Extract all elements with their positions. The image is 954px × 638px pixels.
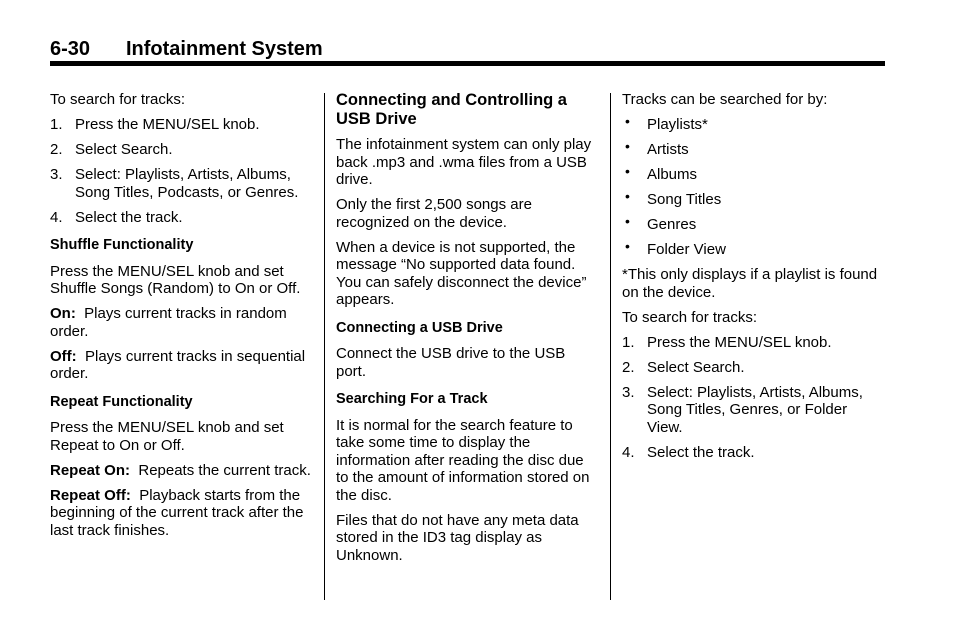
list-item [622, 444, 884, 462]
bullet-text: Song Titles [647, 191, 722, 208]
usb-paragraph-1: The infotainment system can only play back .mp3 and .wma files from a USB drive. [336, 136, 592, 188]
step-number: 1. [50, 116, 63, 133]
column-left [50, 91, 312, 547]
repeat-text: Press the MENU/SEL knob and set Repeat to On or Off. [50, 419, 284, 454]
list-item [622, 213, 884, 234]
step-number: 3. [622, 383, 635, 401]
on-label: On: [50, 305, 76, 322]
section-title: Infotainment System [126, 38, 323, 60]
bullet-text: Folder View [647, 241, 726, 258]
connect-heading: Connecting a USB Drive [336, 319, 503, 336]
repeat-on-text: Repeats the current track. [138, 461, 311, 479]
usb-paragraph-2: Only the first 2,500 songs are recognized on the device. [336, 196, 532, 231]
repeat-heading: Repeat Functionality [50, 393, 193, 410]
search-by-intro: Tracks can be searched for by: [622, 91, 828, 108]
list-item [622, 138, 884, 159]
list-item [50, 166, 312, 201]
list-item [622, 384, 884, 437]
bullet-icon: • [625, 113, 630, 129]
step-text: Select: Playlists, Artists, Albums, Song Titles, Podcasts, or Genres. [75, 166, 299, 201]
step-number: 3. [50, 166, 63, 183]
step-text: Select Search. [647, 358, 745, 376]
step-text: Select the track. [75, 208, 183, 226]
step-number: 1. [622, 333, 635, 351]
shuffle-heading: Shuffle Functionality [50, 237, 194, 253]
list-item [50, 116, 312, 134]
meta-text: Files that do not have any meta data stored in the ID3 tag display as Unknown. [336, 511, 579, 564]
step-number: 2. [50, 141, 63, 158]
step-text: Select Search. [75, 141, 173, 158]
playlist-note: *This only displays if a playlist is found on the device. [622, 266, 878, 301]
bullet-icon: • [625, 163, 630, 179]
step-text: Press the MENU/SEL knob. [75, 116, 260, 133]
step-number: 4. [50, 208, 63, 226]
list-item [622, 163, 884, 184]
step-text: Select: Playlists, Artists, Albums, Song Titles, Genres, or Folder View. [647, 383, 863, 436]
on-text: Plays current tracks in random order. [50, 305, 287, 340]
bullet-icon: • [625, 238, 630, 254]
page-number: 6-30 [50, 38, 91, 60]
connect-text: Connect the USB drive to the USB port. [336, 345, 566, 380]
bullet-text: Albums [647, 166, 698, 183]
bullet-icon: • [625, 213, 630, 229]
search-intro: To search for tracks: [50, 91, 186, 108]
bullet-text: Genres [647, 216, 697, 233]
off-text: Plays current tracks in sequential order. [50, 347, 306, 382]
search-text: It is normal for the search feature to take some time to display the information after reading the disc due to the amount of information stored on the disc. [336, 416, 590, 504]
bullet-text: Playlists* [647, 116, 708, 133]
usb-paragraph-3: When a device is not supported, the message “No supported data found. You can safely disconnect the device” appears. [336, 238, 587, 308]
list-item [50, 209, 312, 227]
list-item [622, 238, 884, 259]
column-divider [324, 93, 325, 600]
repeat-off-description [50, 487, 312, 540]
on-description [50, 305, 312, 340]
search-intro: To search for tracks: [622, 308, 758, 326]
step-text: Select the track. [647, 443, 755, 461]
column-divider [610, 93, 611, 600]
step-number: 2. [622, 358, 635, 376]
list-item [622, 188, 884, 209]
repeat-off-text: Playback starts from the beginning of the current track after the last track finishes. [50, 486, 304, 539]
column-right [622, 91, 884, 469]
bullet-icon: • [625, 138, 630, 154]
bullet-icon: • [625, 188, 630, 204]
list-item [622, 359, 884, 377]
step-text: Press the MENU/SEL knob. [647, 333, 832, 351]
header-rule [50, 61, 885, 66]
list-item [622, 334, 884, 352]
shuffle-text: Press the MENU/SEL knob and set Shuffle Songs (Random) to On or Off. [50, 262, 301, 297]
column-middle [336, 91, 598, 572]
list-item [50, 141, 312, 159]
off-label: Off: [50, 347, 77, 365]
repeat-on-label: Repeat On: [50, 461, 131, 479]
step-number: 4. [622, 443, 635, 461]
list-item [622, 113, 884, 134]
repeat-off-label: Repeat Off: [50, 486, 131, 504]
repeat-on-description [50, 462, 312, 480]
bullet-text: Artists [647, 141, 689, 158]
off-description [50, 348, 312, 383]
search-heading: Searching For a Track [336, 391, 488, 407]
usb-heading: Connecting and Controlling a USB Drive [336, 91, 567, 128]
